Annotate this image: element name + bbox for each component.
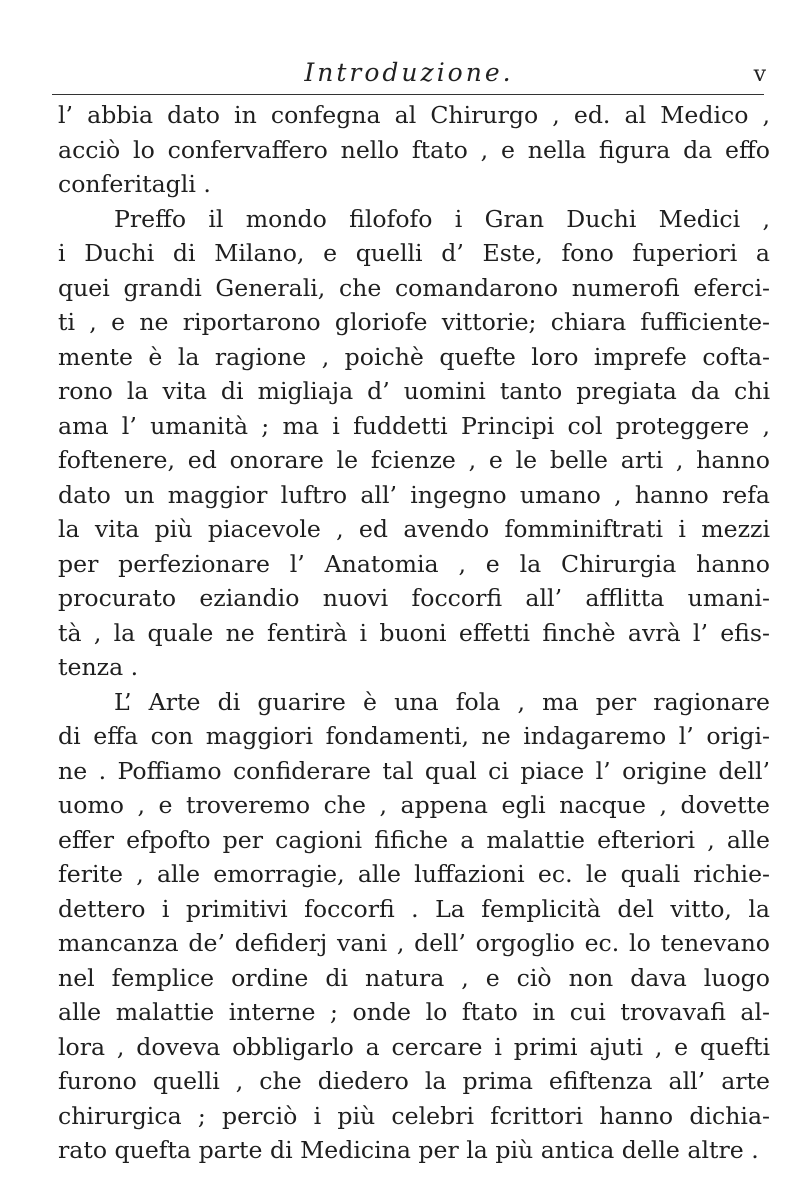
text-line: quei grandi Generali, che comandarono numerofi eferci- <box>58 273 770 302</box>
text-line: alle malattie interne ; onde lo ftato in cui trovavafi al- <box>58 998 770 1026</box>
text-line: tà , la quale ne fentirà i buoni effetti finchè avrà l’ efis- <box>58 618 770 647</box>
text-line: l’ abbia dato in confegna al Chirurgo , ed. al Medico , <box>58 101 770 129</box>
body-text <box>58 98 770 1168</box>
text-line: ti , e ne riportarono gloriofe vittorie; chiara fufficiente- <box>58 308 770 336</box>
text-line: i Duchi di Milano, e quelli d’ Este, fono fuperiori a <box>58 239 770 267</box>
text-line: conferitagli . <box>58 170 211 198</box>
text-line: nel femplice ordine di natura , e ciò non dava luogo <box>58 963 770 992</box>
text-line: rono la vita di migliaja d’ uomini tanto pregiata da chi <box>58 377 770 405</box>
text-line: di effa con maggiori fondamenti, ne indagaremo l’ origi- <box>58 722 770 750</box>
header-rule <box>52 94 764 95</box>
text-line: dettero i primitivi foccorfi . La femplicità del vitto, la <box>58 894 770 923</box>
text-line: foftenere, ed onorare le fcienze , e le belle arti , hanno <box>58 446 770 474</box>
text-line: L’ Arte di guarire è una fola , ma per ragionare <box>114 687 770 716</box>
running-head: Introduzione. <box>304 58 514 87</box>
text-line: Preffo il mondo filofofo i Gran Duchi Medici , <box>114 204 770 233</box>
text-line: chirurgica ; perciò i più celebri fcrittori hanno dichia- <box>58 1101 770 1130</box>
text-line: uomo , e troveremo che , appena egli nacque , dovette <box>58 791 770 819</box>
text-line: dato un maggior luftro all’ ingegno umano , hanno refa <box>58 480 770 509</box>
text-line: rato quefta parte di Medicina per la più antica delle altre . <box>58 1136 759 1164</box>
page-header <box>52 58 766 96</box>
text-line: la vita più piacevole , ed avendo fomminiftrati i mezzi <box>58 515 770 543</box>
text-line: ne . Poffiamo confiderare tal qual ci piace l’ origine dell’ <box>58 756 770 785</box>
text-line: tenza . <box>58 653 139 681</box>
page-number: v <box>753 62 766 87</box>
text-line: mancanza de’ defiderj vani , dell’ orgoglio ec. lo tenevano <box>58 929 770 957</box>
text-line: effer efpofto per cagioni fifiche a malattie efteriori , alle <box>58 825 770 854</box>
text-line: procurato eziandio nuovi foccorfi all’ afflitta umani- <box>58 584 770 612</box>
text-line: lora , doveva obbligarlo a cercare i primi ajuti , e quefti <box>58 1032 770 1061</box>
text-line: acciò lo confervaffero nello ftato , e nella figura da effo <box>58 135 770 164</box>
text-line: furono quelli , che diedero la prima efiftenza all’ arte <box>58 1067 770 1095</box>
text-line: ama l’ umanità ; ma i fuddetti Principi col proteggere , <box>58 411 770 440</box>
text-line: per perfezionare l’ Anatomia , e la Chirurgia hanno <box>58 549 770 578</box>
text-line: mente è la ragione , poichè quefte loro imprefe cofta- <box>58 342 770 371</box>
text-line: ferite , alle emorragie, alle luffazioni ec. le quali richie- <box>58 860 770 888</box>
